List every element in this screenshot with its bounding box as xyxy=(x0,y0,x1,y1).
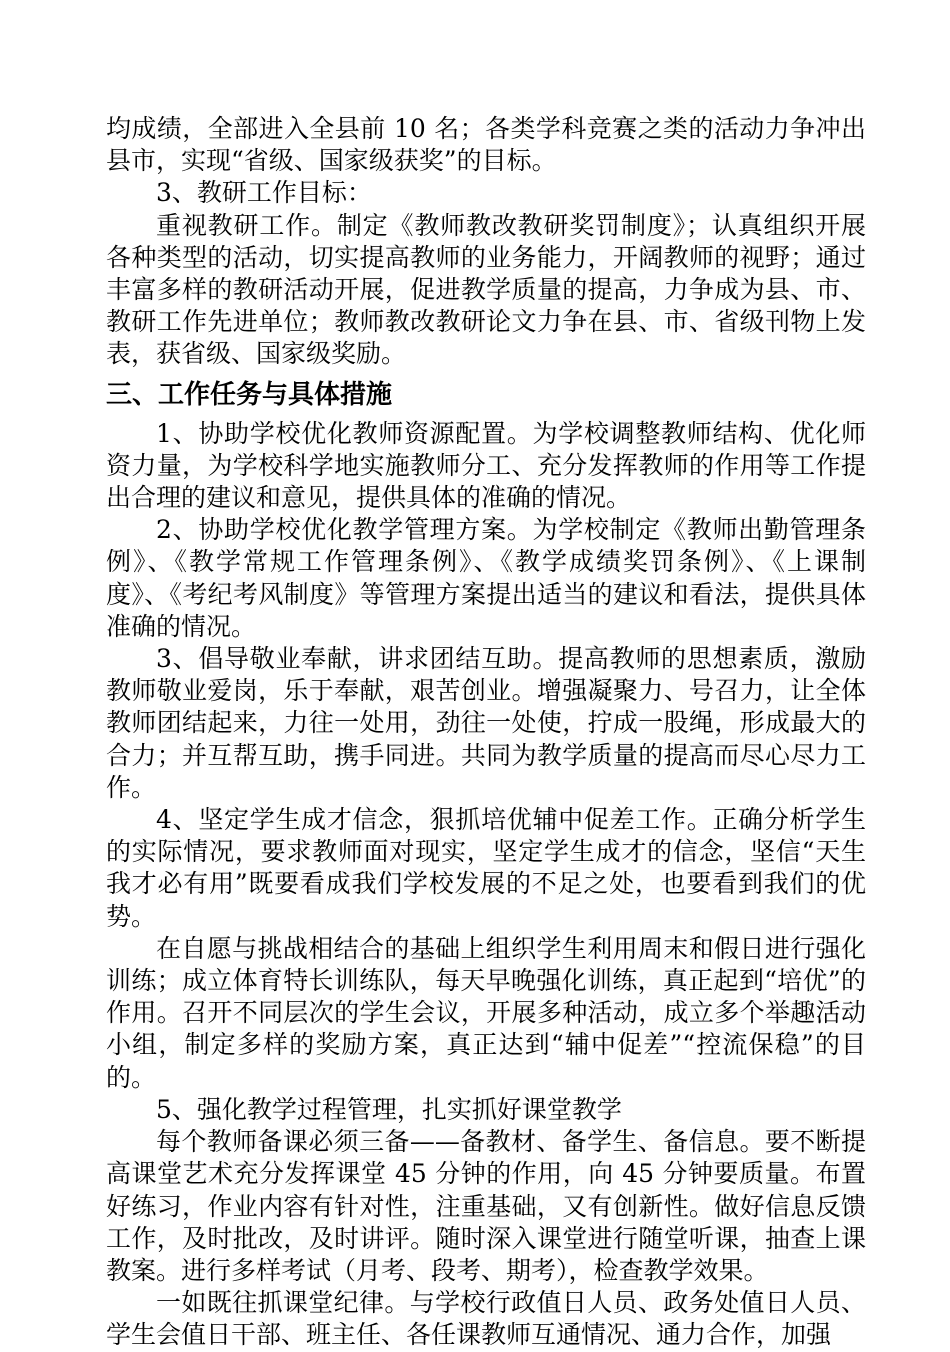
paragraph-measure-4-detail: 在自愿与挑战相结合的基础上组织学生利用周末和假日进行强化训练；成立体育特长训练队，每天早晚强化训练，真正起到“培优”的作用。召开不同层次的学生会议，开展多种活动，成立多个举趣活动小组，制定多样的奖励方案，真正达到“辅中促差”“控流保稳”的目的。 xyxy=(106,933,866,1092)
paragraph-measure-1: 1、协助学校优化教师资源配置。为学校调整教师结构、优化师资力量，为学校科学地实施教师分工、充分发挥教师的作用等工作提出合理的建议和意见，提供具体的准确的情况。 xyxy=(106,418,866,513)
paragraph-measure-3: 3、倡导敬业奉献，讲求团结互助。提高教师的思想素质，激励教师敬业爱岗，乐于奉献，艰苦创业。增强凝聚力、号召力，让全体教师团结起来，力往一处用，劲往一处使，拧成一股绳，形成最大的合力；并互帮互助，携手同进。共同为教学质量的提高而尽心尽力工作。 xyxy=(106,644,866,802)
paragraph-measure-5-body: 每个教师备课必须三备——备教材、备学生、备信息。要不断提高课堂艺术充分发挥课堂 45 分钟的作用，向 45 分钟要质量。布置好练习，作业内容有针对性，注重基础，又有创新性。做好信息反馈工作，及时批改，及时讲评。随时深入课堂进行随堂听课，抽查上课教案。进行多样考试（月考、段考、期考），检查教学效果。 xyxy=(106,1127,866,1285)
paragraph-overall-score-goal: 均成绩，全部进入全县前 10 名；各类学科竞赛之类的活动力争冲出县市，实现“省级、国家级获奖”的目标。 xyxy=(106,114,866,176)
section-heading: 三、工作任务与具体措施 xyxy=(106,379,393,410)
paragraph-measure-5-title: 5、强化教学过程管理，扎实抓好课堂教学 xyxy=(156,1094,622,1124)
paragraph-research-goal-body: 重视教研工作。制定《教师教改教研奖罚制度》；认真组织开展各种类型的活动，切实提高教师的业务能力，开阔教师的视野；通过丰富多样的教研活动开展，促进教学质量的提高，力争成为县、市、教研工作先进单位；教师教改教研论文力争在县、市、省级刊物上发表，获省级、国家级奖励。 xyxy=(106,210,866,369)
paragraph-classroom-discipline: 一如既往抓课堂纪律。与学校行政值日人员、政务处值日人员、学生会值日干部、班主任、各任课教师互通情况、通力合作，加强 xyxy=(106,1288,866,1350)
document-page xyxy=(106,113,866,1352)
paragraph-research-goal-title: 3、教研工作目标： xyxy=(156,178,372,208)
paragraph-measure-2: 2、协助学校优化教学管理方案。为学校制定《教师出勤管理条例》、《教学常规工作管理条例》、《教学成绩奖罚条例》、《上课制度》、《考纪考风制度》等管理方案提出适当的建议和看法，提供具体准确的情况。 xyxy=(106,515,866,641)
paragraph-measure-4: 4、坚定学生成才信念，狠抓培优辅中促差工作。正确分析学生的实际情况，要求教师面对现实，坚定学生成才的信念，坚信“天生我才必有用”既要看成我们学校发展的不足之处，也要看到我们的优势。 xyxy=(106,805,866,931)
